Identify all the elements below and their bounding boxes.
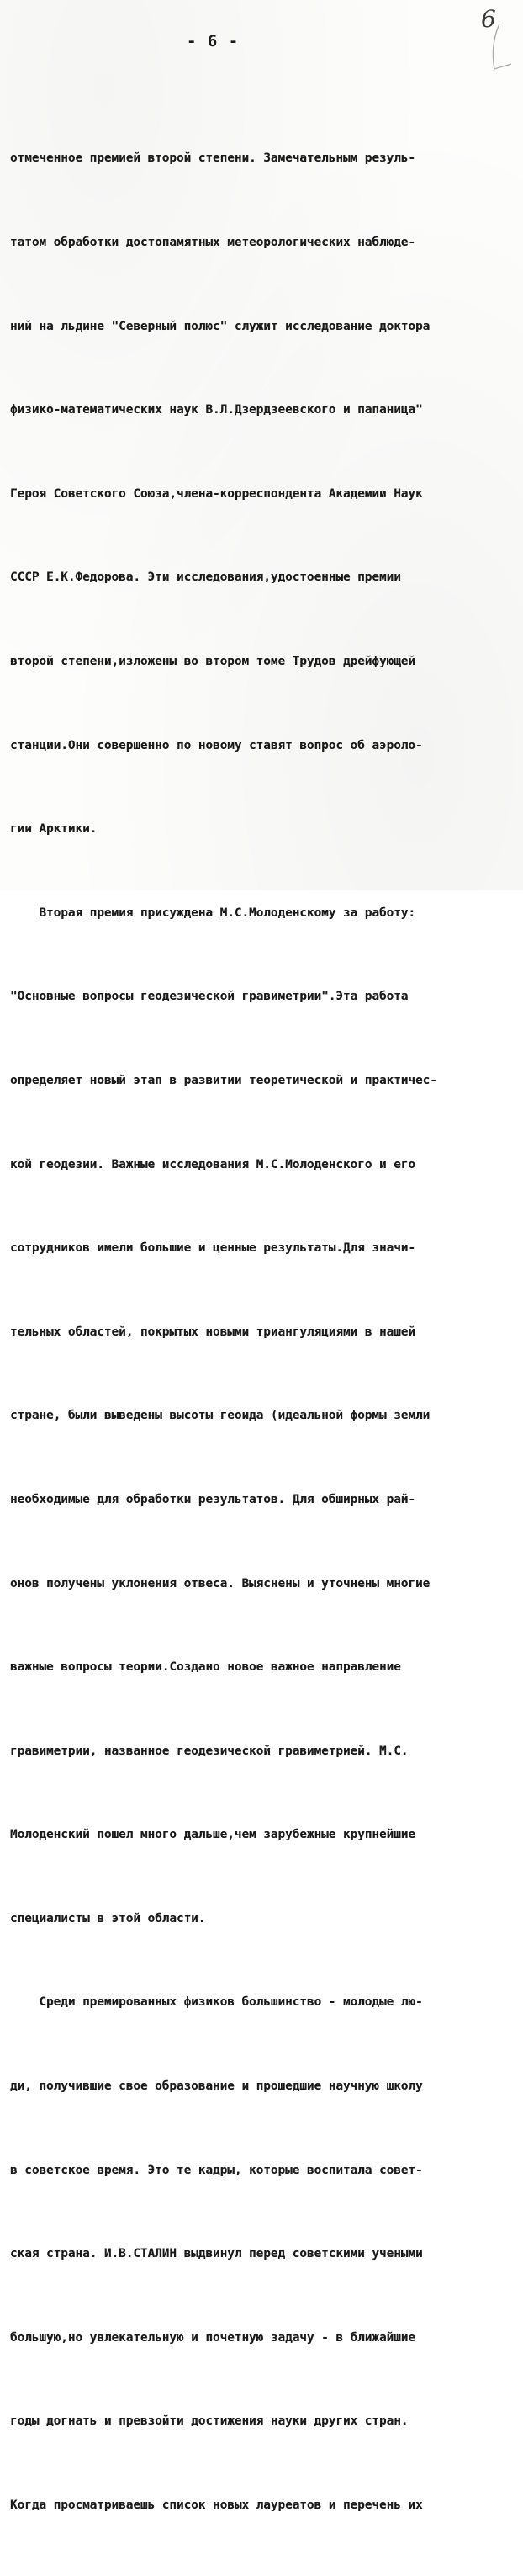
page-number: - 6 - <box>187 32 240 50</box>
text-line: большую,но увлекательную и почетную задачу - в ближайшие <box>10 2330 416 2345</box>
text-line: гравиметрии, названное геодезической гравиметрией. М.С. <box>10 1744 409 1758</box>
text-line: сотрудников имели большие и ценные результаты.Для значи- <box>10 1241 416 1256</box>
text-line: определяет новый этап в развитии теоретической и практичес- <box>10 1073 437 1087</box>
text-line: физико-математических наук В.Л.Дзердзеевского и папаница" <box>10 403 423 417</box>
text-line: важные вопросы теории.Создано новое важное направление <box>10 1660 401 1675</box>
text-line: гии Арктики. <box>10 822 98 837</box>
text-line: отмеченное премией второй степени. Замечательным резуль- <box>10 151 416 166</box>
text-line: специалисты в этой области. <box>10 1911 206 1925</box>
text-line: ди, получившие свое образование и прошедшие научную школу <box>10 2079 423 2094</box>
text-line: в советское время. Это те кадры, которые воспитала совет- <box>10 2163 423 2177</box>
text-line: "Основные вопросы геодезической гравиметрии".Эта работа <box>10 990 409 1004</box>
text-line: стране, были выведены высоты геоида (идеальной формы земли <box>10 1409 431 1423</box>
text-line: необходимые для обработки результатов. Для обширных рай- <box>10 1492 416 1506</box>
typewritten-body-text <box>10 89 513 2576</box>
handwritten-page-mark: 6 <box>481 5 496 33</box>
text-line: Среди премированных физиков большинство - молодые лю- <box>10 1995 423 2010</box>
text-line: татом обработки достопамятных метеорологических наблюде- <box>10 236 416 249</box>
text-line: СССР Е.К.Федорова. Эти исследования,удостоенные премии <box>10 571 401 585</box>
text-line: Героя Советского Союза,члена-корреспондента Академии Наук <box>10 486 423 501</box>
text-line: Вторая премия присуждена М.С.Молоденскому за работу: <box>10 906 416 920</box>
text-line: станции.Они совершенно по новому ставят вопрос об аэроло- <box>10 738 423 752</box>
text-line: кой геодезии. Важные исследования М.С.Молоденского и его <box>10 1157 416 1171</box>
text-line: онов получены уклонения отвеса. Выяснены и уточнены многие <box>10 1576 431 1591</box>
text-line: тельных областей, покрытых новыми триангуляциями в нашей <box>10 1325 416 1339</box>
text-line: Когда просматриваешь список новых лауреатов и перечень их <box>10 2499 423 2513</box>
text-line: ская страна. И.В.СТАЛИН выдвинул перед советскими учеными <box>10 2247 423 2261</box>
text-line: ний на льдине "Северный полюс" служит исследование доктора <box>10 319 431 333</box>
pencil-stroke-mark <box>474 17 516 76</box>
text-line: Молоденский пошел много дальше,чем зарубежные крупнейшие <box>10 1828 416 1842</box>
text-line: годы догнать и превзойти достижения науки других стран. <box>10 2414 409 2429</box>
text-line: второй степени,изложены во втором томе Трудов дрейфующей <box>10 654 416 668</box>
